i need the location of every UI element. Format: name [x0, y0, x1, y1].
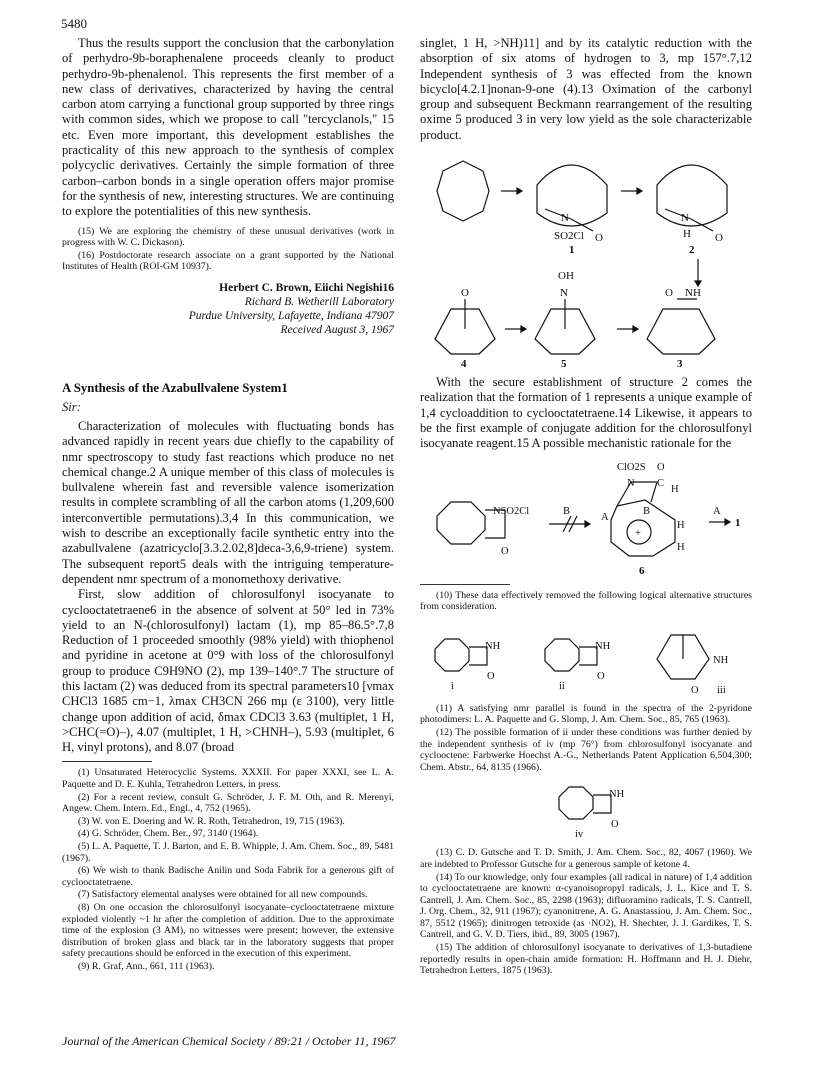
atom-o: O — [461, 287, 469, 300]
atom-o: O — [657, 461, 665, 473]
atom-nh: NH — [595, 640, 611, 652]
label-2: 2 — [689, 244, 695, 257]
scheme-1-structures — [421, 149, 751, 369]
atom-clo2s: ClO2S — [617, 461, 646, 473]
label-4: 4 — [461, 358, 467, 370]
path-b-label: B — [563, 505, 571, 517]
label-6: 6 — [639, 564, 645, 577]
scheme-2-mechanism — [421, 458, 751, 578]
atom-c: C — [657, 477, 665, 489]
atom-nh: NH — [485, 640, 501, 652]
ketone-4-frame — [435, 299, 495, 354]
oxime-5-frame — [535, 299, 595, 354]
footnote-5: (5) L. A. Paquette, T. J. Barton, and E. B. Whipple, J. Am. Chem. Soc., 89, 5481 (1967). — [62, 841, 394, 864]
atom-nh: NH — [609, 789, 625, 801]
atom-o: O — [595, 232, 603, 245]
received-date: Received August 3, 1967 — [280, 323, 394, 336]
atom-n: N — [560, 287, 568, 300]
affiliation-1: Richard B. Wetherill Laboratory — [244, 295, 394, 308]
label-3: 3 — [677, 358, 683, 370]
label-iii: iii — [717, 684, 726, 696]
footnote-6: (6) We wish to thank Badische Anilin und Soda Fabrik for a generous gift of cyclooctatetraene. — [62, 865, 394, 888]
page-number: 5480 — [61, 16, 87, 31]
footnotes — [62, 767, 394, 972]
footnote-1: (1) Unsaturated Heterocyclic Systems. XXXII. For paper XXXI, see L. A. Paquette and D. E. Kuhla, Tetrahedron Letters, in press. — [62, 767, 394, 791]
cyclooctatetraene-ring — [437, 161, 489, 221]
atom-n: N — [681, 212, 689, 225]
footnote-12: (12) The possible formation of ii under these conditions was further denied by the independent synthesis of iv (mp 76°) from chlorosulfonyl isocyanate and cyclooctene: Farbwerke Hoechst A.-G., Netherlands Patent Application 6,504,300; Chem. Abstr., 64, 8135 (1966). — [420, 726, 752, 773]
footnote-3: (3) W. von E. Doering and W. R. Roth, Tetrahedron, 19, 715 (1963). — [78, 815, 345, 827]
footnote-14: (14) To our knowledge, only four examples (all radical in nature) of 1,4 addition to cyclooctatetraene are known: α-cyanoisopropyl radicals, J. L. Kice and T. S. Cantrell, J. Am. Chem. Soc., 85, 2298 (1963); difluoramino radicals, T. S. Cantrell, J. Org. Chem., 32, 911 (1967); cyanonitrene, A. G. Anastassiou, J. Am. Chem. Soc., 87, 5512 (1965); dinitrogen tetroxide (as ·NO2), H. Shechter, J. J. Gardikes, T. S. Cantrell, and G. V. D. Tiers, ibid., 89, 3005 (1967). — [420, 871, 752, 941]
lactam-2-ring — [657, 165, 727, 226]
path-a-label-2: A — [713, 505, 721, 517]
structure-i-ring — [435, 639, 469, 671]
footnote-7: (7) Satisfactory elemental analyses were obtained for all new compounds. — [78, 889, 368, 901]
affiliation-2: Purdue University, Lafayette, Indiana 47907 — [188, 309, 394, 322]
atom-o: O — [597, 670, 605, 682]
label-ii: ii — [559, 680, 565, 692]
atom-oh: OH — [558, 270, 574, 283]
structure-ii-ring — [545, 639, 579, 671]
intro-paragraph: Thus the results support the conclusion that the carbonylation of perhydro-9b-boraphenalene proceeds cleanly to product perhydro-9b-phenalenol. This represents the first member of a new class of derivatives, characterized by having the central carbon atom carrying a functional group supported by three rings with common sides, which we propose to call "tercyclanols," 15 etc. Even more important, this development establishes the practicality of this new approach to the synthesis of complex polycyclic derivatives. Certainly the simple formation of three carbon–carbon bonds in a single operation offers major promise for the synthesis of new, interesting structures. We are continuing to explore the potentialities of this new synthesis. — [62, 36, 394, 219]
atom-nso2cl: NSO2Cl — [493, 505, 530, 517]
footnote-15: (15) We are exploring the chemistry of these unusual derivatives (work in progress with W. C. Dickason). — [62, 225, 394, 249]
salutation: Sir: — [62, 399, 81, 414]
atom-nh: NH — [685, 287, 701, 300]
positive-charge: + — [635, 527, 641, 539]
atom-h: H — [677, 519, 685, 531]
scheme-3-alternatives — [421, 619, 751, 697]
author-block — [62, 281, 394, 337]
footnote-11: (11) A satisfying nmr parallel is found in the spectra of the 2-pyridone photodimers: L. A. Paquette and G. Slomp, J. Am. Chem. Soc., 85, 765 (1963). — [420, 702, 752, 726]
notes-15-16 — [62, 226, 394, 273]
structure-iv-ring — [559, 787, 593, 819]
authors: Herbert C. Brown, Eiichi Negishi16 — [219, 281, 394, 294]
footnote-10: (10) These data effectively removed the following logical alternative structures from consideration. — [420, 589, 752, 613]
lactam-3-frame — [647, 299, 715, 354]
atom-so2cl: SO2Cl — [554, 230, 584, 243]
cot-adduct-ring — [437, 502, 485, 544]
footnote-rule-right — [420, 584, 510, 585]
paragraph-top: singlet, 1 H, >NH)11] and by its catalytic reduction with the absorption of six atoms of hydrogen to 3, mp 157°.7,12 Independent synthesis of 3 was effected from the known bicyclo[4.2.1]nonan-9-one (4).13 Oximation of the carbonyl group and subsequent Beckmann rearrangement of the resulting oxime 5 produced 3 in very low yield as the sole characterizable product. — [420, 36, 752, 142]
atom-n: N — [627, 477, 635, 489]
label-1: 1 — [569, 244, 575, 257]
footnote-13: (13) C. D. Gutsche and T. D. Smith, J. Am. Chem. Soc., 82, 4067 (1960). We are indebted to Professor Gutsche for a generous sample of ketone 4. — [420, 847, 752, 870]
footnote-15-right: (15) The addition of chlorosulfonyl isocyanate to derivatives of 1,3-butadiene reportedly results in open-chain amide formation: H. Hoffmann and H. J. Diehr, Tetrahedron Letters, 1875 (1963). — [420, 942, 752, 977]
label-5: 5 — [561, 358, 567, 370]
atom-nh: NH — [713, 654, 729, 666]
paragraph-2-right: With the secure establishment of structure 2 comes the realization that the formation of 1 represents a unique example of 1,4 cycloaddition to cyclooctatetraene.14 Likewise, it appears to be the first example of conjugate addition for the chlorosulfonyl isocyanate reagent.15 A possible mechanistic rationale for the — [420, 375, 752, 451]
journal-footer: Journal of the American Chemical Society / 89:21 / October 11, 1967 — [62, 1034, 396, 1048]
path-b-label-2: B — [643, 505, 651, 517]
label-i: i — [451, 680, 454, 692]
paragraph-1: Characterization of molecules with fluctuating bonds has advanced rapidly in recent years due chiefly to the capability of nmr spectroscopy to study fast reactions which produce no net chemical change.2 A unique member of this class of molecules is bullvalene wherein fast and reversible valence isomerization results in complete scrambling of all the carbon atoms (1,209,600 interconvertible permutations).3,4 In this communication, we wish to describe an exceptionally facile synthetic entry into the azabullvalene (azatricyclo[3.3.2.02,8]deca-3,6,9-triene) system. The subsequent report5 deals with the intriguing temperature-dependent nmr spectrum of a monomethoxy derivative. — [62, 418, 394, 586]
paragraph-2: First, slow addition of chlorosulfonyl isocyanate to cyclooctatetraene6 in the absence of solvent at 50° led in 73% yield to an N-(chlorosulfonyl) lactam (1), mp 85–86.5°.7,8 Reduction of 1 proceeded smoothly (98% yield) with thiophenol and pyridine in acetone at 0°9 with loss of the chlorosulfonyl group to produce C9H9NO (2), mp 139–140°.7 The structure of this lactam (2) was deduced from its spectral parameters10 [νmax CHCl3 1685 cm−1, λmax CH3CN 266 mμ (ε 3100), very little change upon addition of acid, δmax CDCl3 3.63 (multiplet, 1 H, >CHC(=O)–), 4.07 (multiplet, 1 H, >CHNH–), 5.93 (multiplet, 6 H, vinyl protons), and 8.07 (broad — [62, 587, 394, 755]
footnote-8: (8) On one occasion the chlorosulfonyl isocyanate–cyclooctatetraene mixture exploded violently ~1 hr after the completion of addition. Due to the approximate time of the explosion (3 AM), no witnesses were present; however, the extensive distribution of broken glass and black tar in the laboratory suggests that proper safety precautions should be enforced in the execution of this experiment. — [62, 902, 394, 960]
atom-o: O — [691, 684, 699, 696]
atom-o: O — [611, 819, 619, 831]
label-iv: iv — [575, 829, 584, 841]
right-column — [420, 36, 752, 978]
lactam-1-ring — [537, 165, 607, 226]
atom-o: O — [665, 287, 673, 300]
footnote-4: (4) G. Schröder, Chem. Ber., 97, 3140 (1964). — [78, 828, 259, 840]
footnote-2: (2) For a recent review, consult G. Schröder, J. F. M. Oth, and R. Merenyi, Angew. Chem. Intern. Ed., Engl., 4, 752 (1965). — [62, 791, 394, 815]
atom-n: N — [561, 212, 569, 225]
atom-o: O — [715, 232, 723, 245]
atom-h: H — [671, 483, 679, 495]
article-title: A Synthesis of the Azabullvalene System1 — [62, 380, 288, 395]
atom-o: O — [501, 545, 509, 557]
path-a-label: A — [601, 511, 609, 523]
left-column — [62, 36, 394, 974]
structure-iii-frame — [657, 635, 709, 679]
footnote-9: (9) R. Graf, Ann., 661, 111 (1963). — [78, 960, 215, 972]
atom-o: O — [487, 670, 495, 682]
scheme-4-structure-iv — [421, 779, 751, 841]
atom-h: H — [683, 228, 691, 241]
footnote-rule — [62, 761, 152, 762]
atom-h: H — [677, 541, 685, 553]
footnote-16: (16) Postdoctorate research associate on a grant supported by the National Institutes of Health (ROI-GM 10937). — [62, 249, 394, 273]
label-1-product: 1 — [735, 516, 741, 529]
